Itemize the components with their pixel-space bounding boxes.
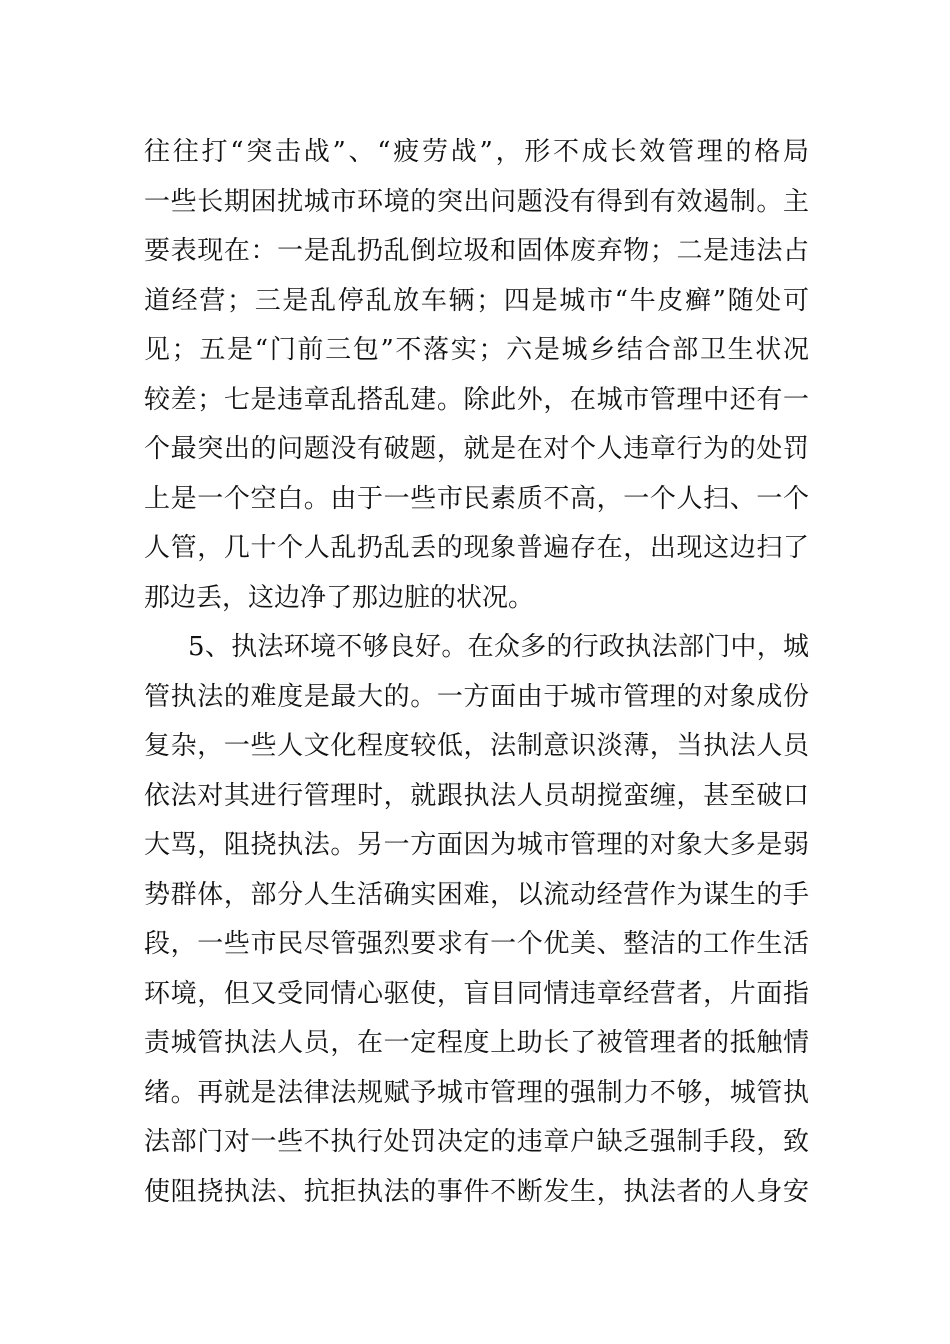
text-line: 法部门对一些不执行处罚决定的违章户缺乏强制手段，致 (144, 1127, 809, 1157)
text-line: 人管，几十个人乱扔乱丢的现象普遍存在，出现这边扫了 (144, 533, 809, 563)
text-line: 个最突出的问题没有破题，就是在对个人违章行为的处罚 (144, 434, 809, 464)
body-text (144, 128, 809, 1217)
text-line: 大骂，阻挠执法。另一方面因为城市管理的对象大多是弱 (144, 830, 809, 860)
text-line: 责城管执法人员，在一定程度上助长了被管理者的抵触情 (144, 1028, 809, 1058)
text-line: 复杂，一些人文化程度较低，法制意识淡薄，当执法人员 (144, 731, 809, 761)
text-line-paragraph-end: 那边丢，这边净了那边脏的状况。 (144, 582, 535, 613)
text-line: 往往打“突击战”、“疲劳战”，形不成长效管理的格局 (144, 137, 809, 167)
text-line: 使阻挠执法、抗拒执法的事件不断发生，执法者的人身安 (144, 1176, 809, 1207)
text-line: 上是一个空白。由于一些市民素质不高，一个人扫、一个 (144, 483, 809, 514)
text-line: 一些长期困扰城市环境的突出问题没有得到有效遏制。主 (144, 186, 809, 217)
text-line: 见；五是“门前三包”不落实；六是城乡结合部卫生状况 (144, 335, 809, 365)
text-line-paragraph-start: 5、执法环境不够良好。在众多的行政执法部门中，城 (188, 632, 809, 662)
text-line: 要表现在：一是乱扔乱倒垃圾和固体废弃物；二是违法占 (144, 236, 809, 266)
text-line: 段，一些市民尽管强烈要求有一个优美、整洁的工作生活 (144, 929, 809, 959)
text-line: 管执法的难度是最大的。一方面由于城市管理的对象成份 (144, 681, 809, 712)
text-line: 道经营；三是乱停乱放车辆；四是城市“牛皮癣”随处可 (144, 285, 809, 316)
text-line: 依法对其进行管理时，就跟执法人员胡搅蛮缠，甚至破口 (144, 780, 809, 811)
text-line: 较差；七是违章乱搭乱建。除此外，在城市管理中还有一 (144, 384, 809, 415)
text-line: 势群体，部分人生活确实困难，以流动经营作为谋生的手 (144, 879, 809, 910)
text-line: 环境，但又受同情心驱使，盲目同情违章经营者，片面指 (144, 978, 809, 1009)
text-line: 绪。再就是法律法规赋予城市管理的强制力不够，城管执 (144, 1077, 809, 1108)
